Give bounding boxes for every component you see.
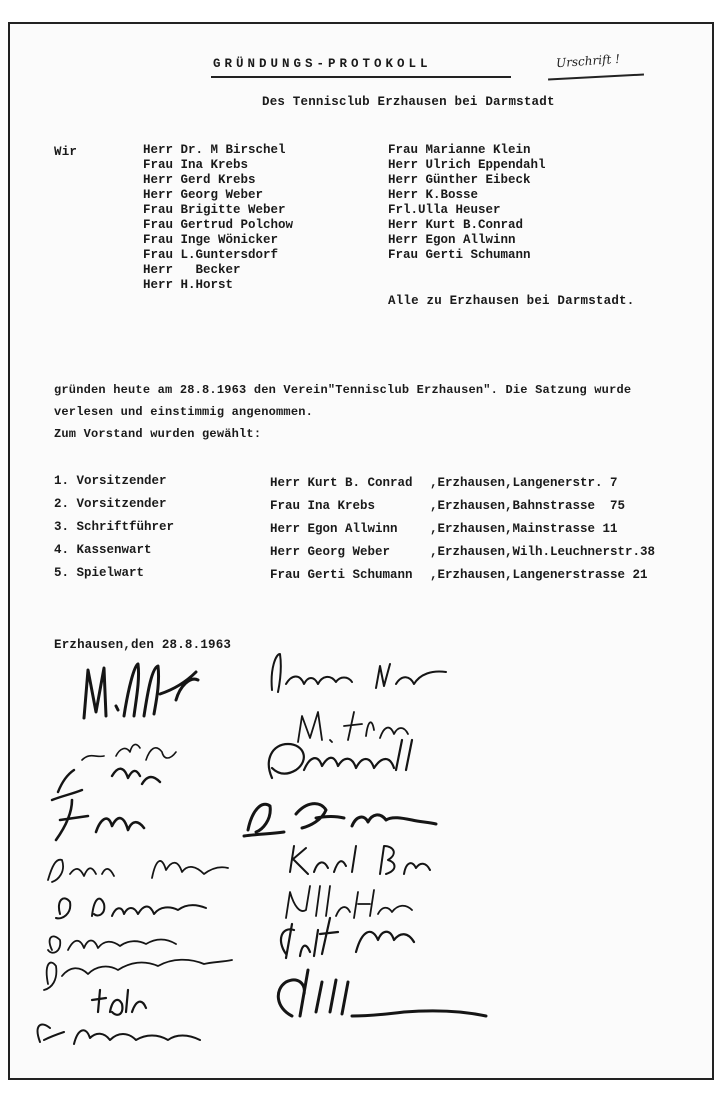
- signature-image: [84, 664, 198, 718]
- board-role: 5. Spielwart: [54, 566, 145, 580]
- body-line-2: verlesen und einstimmig angenommen.: [54, 405, 314, 419]
- signature-image: [48, 860, 228, 882]
- signature-image: [281, 918, 414, 958]
- signature-image: [286, 886, 412, 918]
- member-name: Frau Brigitte Weber: [143, 203, 286, 217]
- board-address: ,Erzhausen,Langenerstrasse 21: [430, 568, 648, 582]
- member-name: Frau L.Guntersdorf: [143, 248, 279, 262]
- signature-image: [298, 712, 408, 742]
- place-date: Erzhausen,den 28.8.1963: [54, 638, 232, 652]
- member-name: Herr Kurt B.Conrad: [388, 218, 524, 232]
- board-role: 1. Vorsitzender: [54, 474, 167, 488]
- signature-image: [48, 936, 176, 952]
- member-name: Herr Georg Weber: [143, 188, 264, 202]
- member-name: Herr Egon Allwinn: [388, 233, 516, 247]
- signature-image: [82, 745, 176, 760]
- board-address: ,Erzhausen,Bahnstrasse 75: [430, 499, 626, 513]
- signature-image: [56, 898, 206, 918]
- board-role: 3. Schriftführer: [54, 520, 175, 534]
- board-name: Frau Ina Krebs: [270, 499, 376, 513]
- signature-image: [290, 846, 430, 874]
- signature-image: [272, 654, 446, 692]
- member-name: Herr Dr. M Birschel: [143, 143, 286, 157]
- board-name: Frau Gerti Schumann: [270, 568, 413, 582]
- signature-image: [278, 970, 486, 1016]
- document-subtitle: Des Tennisclub Erzhausen bei Darmstadt: [262, 95, 555, 109]
- board-name: Herr Georg Weber: [270, 545, 391, 559]
- body-line-3: Zum Vorstand wurden gewählt:: [54, 427, 262, 441]
- member-name: Herr Günther Eibeck: [388, 173, 531, 187]
- member-name: Herr H.Horst: [143, 278, 234, 292]
- board-name: Herr Egon Allwinn: [270, 522, 398, 536]
- board-role: 4. Kassenwart: [54, 543, 152, 557]
- member-name: Herr Becker: [143, 263, 241, 277]
- member-name: Frau Ina Krebs: [143, 158, 249, 172]
- member-name: Frau Inge Wönicker: [143, 233, 279, 247]
- signature-image: [92, 990, 146, 1015]
- signature-image: [38, 1024, 200, 1044]
- member-name: Frl.Ulla Heuser: [388, 203, 501, 217]
- member-name: Frau Marianne Klein: [388, 143, 531, 157]
- board-address: ,Erzhausen,Langenerstr. 7: [430, 476, 618, 490]
- residence-note: Alle zu Erzhausen bei Darmstadt.: [388, 294, 635, 308]
- intro-word: Wir: [54, 145, 78, 159]
- signature-image: [269, 740, 412, 778]
- board-address: ,Erzhausen,Mainstrasse 11: [430, 522, 618, 536]
- member-name: Herr Ulrich Eppendahl: [388, 158, 546, 172]
- member-name: Herr Gerd Krebs: [143, 173, 256, 187]
- signature-image: [52, 769, 160, 800]
- member-name: Frau Gertrud Polchow: [143, 218, 294, 232]
- board-role: 2. Vorsitzender: [54, 497, 167, 511]
- body-line-1: gründen heute am 28.8.1963 den Verein"Tennisclub Erzhausen". Die Satzung wurde: [54, 383, 632, 397]
- signature-image: [44, 960, 232, 990]
- signature-image: [244, 804, 436, 836]
- handwritten-note: Urschrift !: [555, 51, 621, 71]
- board-name: Herr Kurt B. Conrad: [270, 476, 413, 490]
- document-title: GRÜNDUNGS-PROTOKOLL: [213, 57, 432, 71]
- signature-image: [56, 800, 144, 840]
- board-address: ,Erzhausen,Wilh.Leuchnerstr.38: [430, 545, 656, 559]
- member-name: Frau Gerti Schumann: [388, 248, 531, 262]
- member-name: Herr K.Bosse: [388, 188, 479, 202]
